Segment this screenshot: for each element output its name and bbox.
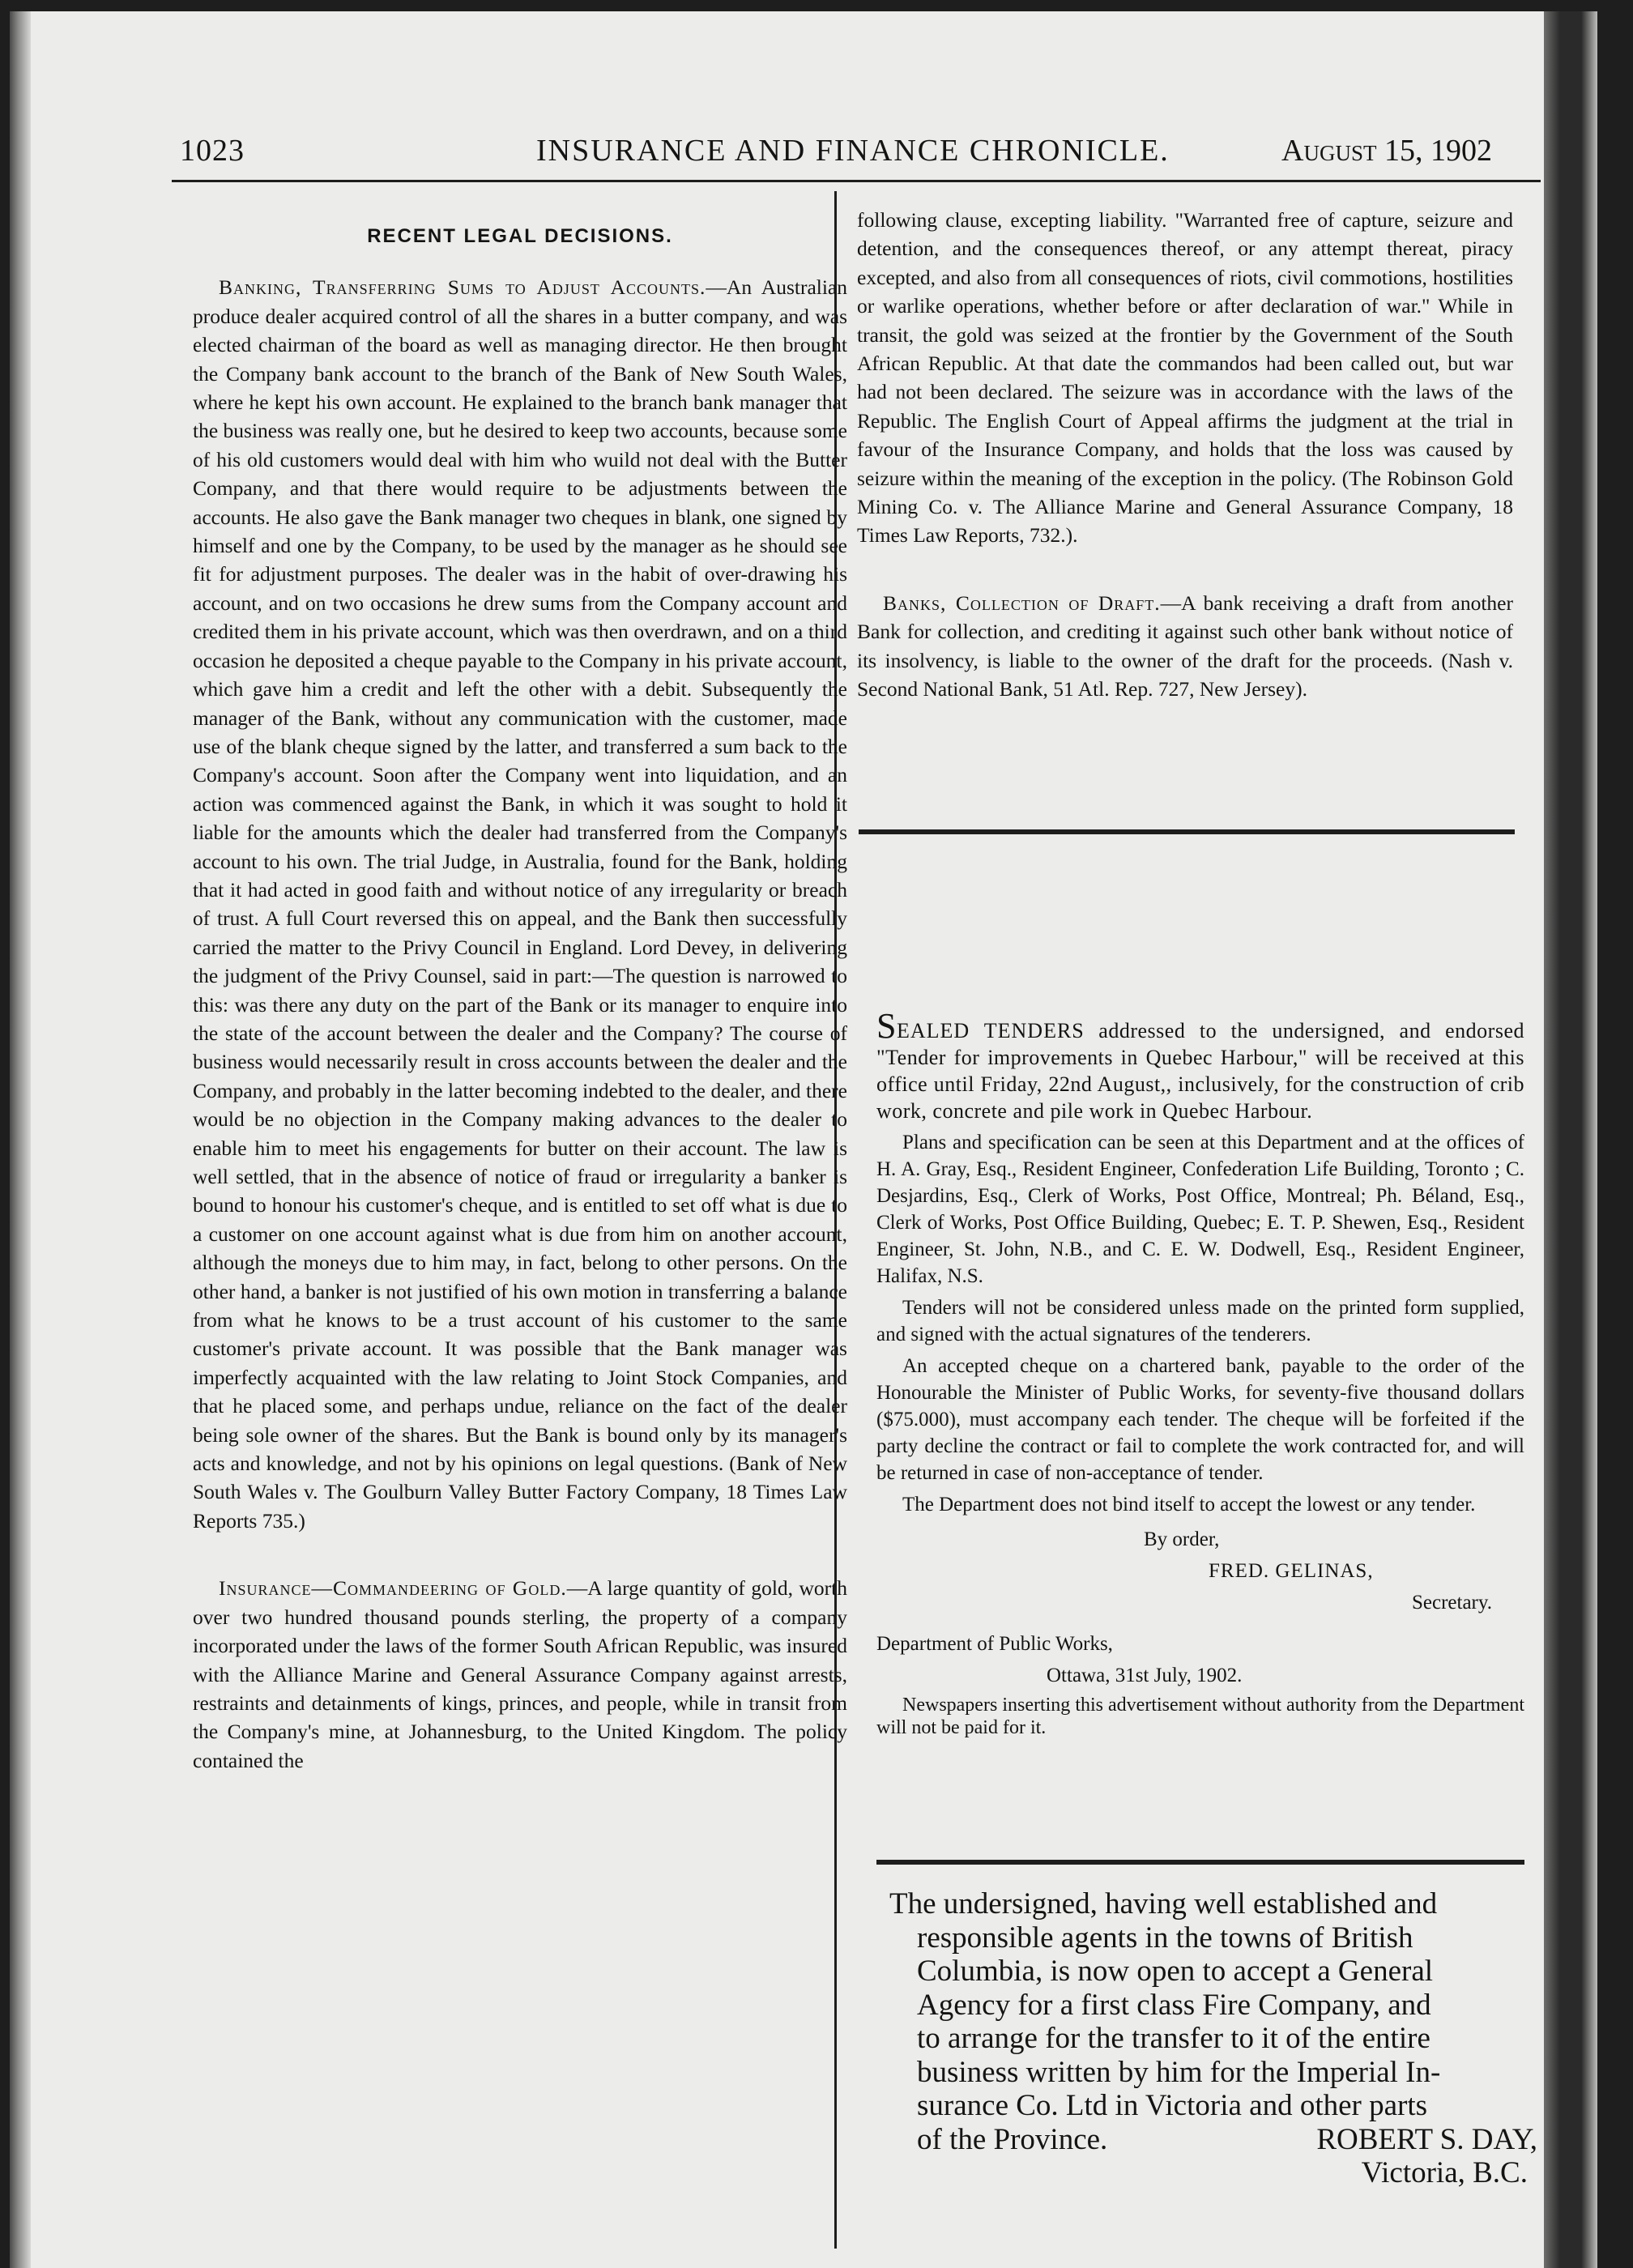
agency-line: to arrange for the transfer to it of the entire <box>917 2022 1430 2055</box>
legal-decisions-column <box>193 222 847 1775</box>
collection-article <box>857 589 1513 704</box>
collection-lead: Banks, Collection of Draft. <box>883 590 1161 615</box>
by-order: By order, <box>1144 1528 1220 1550</box>
agency-signature-line <box>889 2123 1537 2157</box>
tender-plans: Plans and specification can be seen at this Department and at the offices of H. A. Gray, Esq., Resident Engineer, Confederation Life Building, Toronto ; C. Desjardins, Esq., Clerk of Works, Post Office, Montreal; Ph. Béland, Esq., Clerk of Works, Post Office Building, Quebec; E. T. P. Shewen, Esq., Resident Engineer, St. John, N.B., and C. E. W. Dodwell, Esq., Resident Engineer, Halifax, N.S. <box>876 1132 1524 1287</box>
tender-opening-caps: EALED TENDERS <box>896 1019 1085 1042</box>
agency-line: of the Province. <box>917 2122 1108 2156</box>
agency-line: surance Co. Ltd in Victoria and other parts <box>917 2089 1428 2122</box>
newspapers-note: Newspapers inserting this advertisement without authority from the Department will not be paid for it. <box>876 1695 1524 1738</box>
section-rule-thick-lower <box>876 1860 1524 1865</box>
agent-city: Victoria, B.C. <box>1361 2156 1528 2189</box>
place-date: Ottawa, 31st July, 1902. <box>1047 1665 1243 1686</box>
agent-name: ROBERT S. DAY, <box>1316 2122 1537 2156</box>
banking-article <box>193 273 847 1535</box>
agency-line: business written by him for the Imperial In- <box>917 2055 1441 2089</box>
page-header <box>180 133 1492 181</box>
newspaper-page <box>10 11 1597 2268</box>
agency-line: Columbia, is now open to accept a General <box>917 1955 1434 1988</box>
tender-opening <box>876 1006 1524 1124</box>
binding-gutter-right <box>1544 11 1597 2268</box>
department-name: Department of Public Works, <box>876 1633 1113 1655</box>
tender-forms: Tenders will not be considered unless made on the printed form supplied, and signed with the actual signatures of the tenderers. <box>876 1297 1524 1345</box>
tender-cheque: An accepted cheque on a chartered bank, payable to the order of the Honourable the Minister of Public Works, for seventy-five thousand dollars ($75.000), must accompany each tender. The cheque will be forfeited if the party decline the contract or fail to complete the work contracted for, and will be returned in case of non-acceptance of tender. <box>876 1355 1524 1484</box>
agency-line: The undersigned, having well established and <box>889 1887 1438 1921</box>
insurance-article <box>193 1574 847 1775</box>
drop-cap: S <box>876 1006 897 1046</box>
section-title: RECENT LEGAL DECISIONS. <box>367 225 673 247</box>
publication-title: INSURANCE AND FINANCE CHRONICLE. <box>536 134 1170 168</box>
page-number: 1023 <box>180 134 245 168</box>
banking-lead: Banking, Transferring Sums to Adjust Accounts. <box>219 275 706 300</box>
binding-gutter-left <box>10 11 31 2268</box>
agency-advertisement <box>889 1887 1537 2190</box>
insurance-body: —A large quantity of gold, worth over two hundred thousand pounds sterling, the property of a company incorporated under the laws of the former South African Republic, was insured with the Alliance Marine and General Assurance Company against arrests, restraints and detainments of kings, princes, and people, while in transit from the Company's mine, at Johannesburg, to the United Kingdom. The policy contained the <box>193 1576 847 1772</box>
issue-date: August 15, 1902 <box>1281 134 1492 168</box>
section-rule-thick <box>859 829 1515 834</box>
signer-title: Secretary. <box>1411 1592 1492 1614</box>
insurance-lead: Insurance—Commandeering of Gold. <box>219 1576 567 1601</box>
collection-body: —A bank receiving a draft from another Bank for collection, and crediting it against such other bank without notice of its insolvency, is liable to the owner of the draft for the proceeds. (Nash v. Second National Bank, 51 Atl. Rep. 727, New Jersey). <box>857 590 1513 701</box>
tender-opening-text: addressed to the undersigned, and endorsed "Tender for improvements in Quebec Harbour," will be received at this office until Friday, 22nd August,, inclusively, for the construction of crib work, concrete and pile work in Quebec Harbour. <box>876 1019 1524 1123</box>
agency-line: Agency for a first class Fire Company, and <box>917 1988 1431 2022</box>
tender-advertisement <box>876 1006 1524 1744</box>
tender-bind: The Department does not bind itself to accept the lowest or any tender. <box>902 1494 1476 1516</box>
right-column-articles <box>857 206 1513 704</box>
header-rule <box>172 180 1541 182</box>
signer-name: FRED. GELINAS, <box>1209 1560 1374 1582</box>
insurance-article-continued: following clause, excepting liability. "Warranted free of capture, seizure and detention, and the consequences thereof, or any attempt thereat, piracy excepted, and also from all consequences of riots, civil commotions, hostilities or warlike operations, whether before or after declaration of war." While in transit, the gold was seized at the frontier by the Government of the South African Republic. At that date the commandos had been called out, but war had not been declared. The seizure was in accordance with the laws of the Republic. The English Court of Appeal affirms the judgment at the trial in favour of the Insurance Company, and holds that the loss was caused by seizure within the meaning of the exception in the policy. (The Robinson Gold Mining Co. v. The Alliance Marine and General Assurance Company, 18 Times Law Reports, 732.). <box>857 208 1513 548</box>
agency-line: responsible agents in the towns of British <box>917 1921 1413 1955</box>
banking-body: —An Australian produce dealer acquired control of all the shares in a butter company, and was elected chairman of the board as well as managing director. He then brought the Company bank account to the branch of the Bank of New South Wales, where he kept his own account. He explained to the branch bank manager that the business was really one, but he desired to keep two accounts, because some of his old customers would deal with him who wuild not deal with the Butter Company, and that there would require to be adjustments between the accounts. He also gave the Bank manager two cheques in blank, one signed by himself and one by the Company, to be used by the manager as he should see fit for adjustment purposes. The dealer was in the habit of over-drawing his account, and on two occasions he drew sums from the Company account and credited them in his private account, which was then overdrawn, and on a third occasion he deposited a cheque payable to the Company in his private account, which gave him a credit and left the other with a debit. Subsequently the manager of the Bank, without any communication with the customer, made use of the blank cheque signed by the latter, and transferred a sum back to the Company's account. Soon after the Company went into liquidation, and an action was commenced against the Bank, in which it was sought to hold it liable for the amounts which the dealer had transferred from the Company's account to his own. The trial Judge, in Australia, found for the Bank, holding that it had acted in good faith and without notice of any irregularity or breach of trust. A full Court reversed this on appeal, and the Bank then successfully carried the matter to the Privy Council in England. Lord Devey, in delivering the judgment of the Privy Counsel, said in part:—The question is narrowed to this: was there any duty on the part of the Bank or its manager to enquire into the state of the account between the dealer and the Company? The course of business would necessarily result in cross accounts between the dealer and the Company, and probably in the latter becoming indebted to the dealer, and there would be no objection in the Company making advances to the dealer to enable him to meet his engagements for butter on their account. The law is well settled, that in the absence of notice of fraud or irregularity a banker is bound to honour his customer's cheque, and is entitled to set off what is due to a customer on one account against what is due from him on another account, although the moneys due to him may, in fact, belong to other persons. On the other hand, a banker is not justified of his own motion in transferring a balance from what he knows to be a trust account of his customer to the same customer's private account. It was possible that the Bank manager was imperfectly acquainted with the law relating to Joint Stock Companies, and that he placed some, and perhaps undue, reliance on the fact of the dealer being sole owner of the shares. But the Bank is bound only by its manager's acts and knowledge, and not by his opinions on legal questions. (Bank of New South Wales v. The Goulburn Valley Butter Factory Company, 18 Times Law Reports 735.) <box>193 275 848 1533</box>
